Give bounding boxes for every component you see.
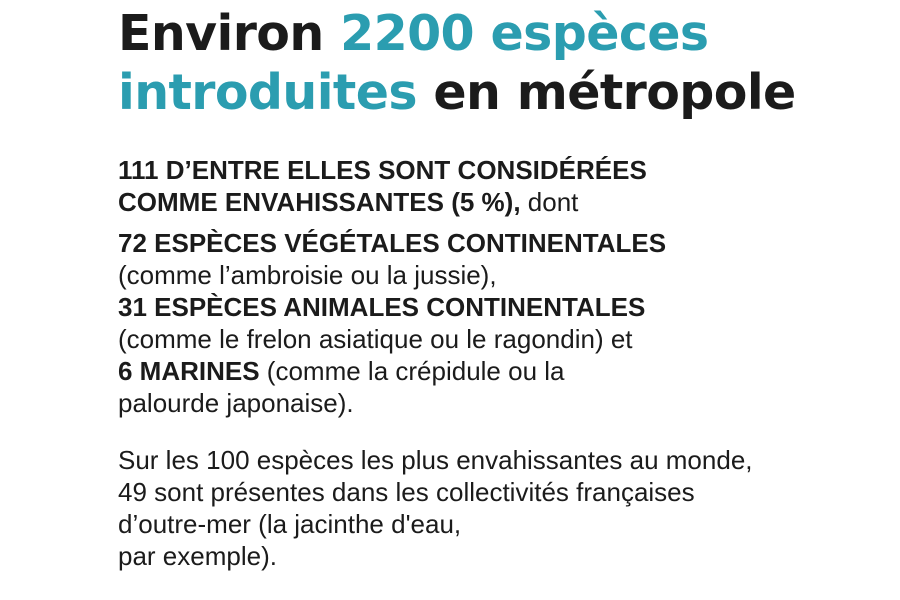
species-breakdown-paragraph [118,227,888,419]
invasive-count-tail: dont [520,187,579,217]
animal-species-count: 31 ESPÈCES ANIMALES CONTINENTALES [118,292,646,322]
overseas-line-2: 49 sont présentes dans les collectivités françaises [118,477,695,507]
headline-text-metropole: en métropole [416,64,796,121]
headline-highlight-introduites: introduites [118,64,417,121]
invasive-count-line-2: COMME ENVAHISSANTES (5 %), [118,187,521,217]
vegetal-species-count: 72 ESPÈCES VÉGÉTALES CONTINENTALES [118,228,667,258]
invasive-count-line-1: 111 D’ENTRE ELLES SONT CONSIDÉRÉES [118,155,647,185]
infographic-text-block [118,4,888,572]
overseas-paragraph [118,444,888,572]
headline [118,4,888,122]
headline-text-environ: Environ [118,5,341,62]
marine-species-examples-2: palourde japonaise). [118,388,354,418]
marine-species-examples-1: (comme la crépidule ou la [259,356,565,386]
marine-species-count: 6 MARINES [118,356,260,386]
overseas-line-3: d’outre-mer (la jacinthe d'eau, [118,509,462,539]
overseas-line-1: Sur les 100 espèces les plus envahissantes au monde, [118,445,753,475]
vegetal-species-examples: (comme l’ambroisie ou la jussie), [118,260,497,290]
headline-highlight-count: 2200 espèces [340,5,709,62]
animal-species-examples: (comme le frelon asiatique ou le ragondin) et [118,324,633,354]
invasive-count-paragraph [118,154,888,218]
overseas-line-4: par exemple). [118,541,277,571]
